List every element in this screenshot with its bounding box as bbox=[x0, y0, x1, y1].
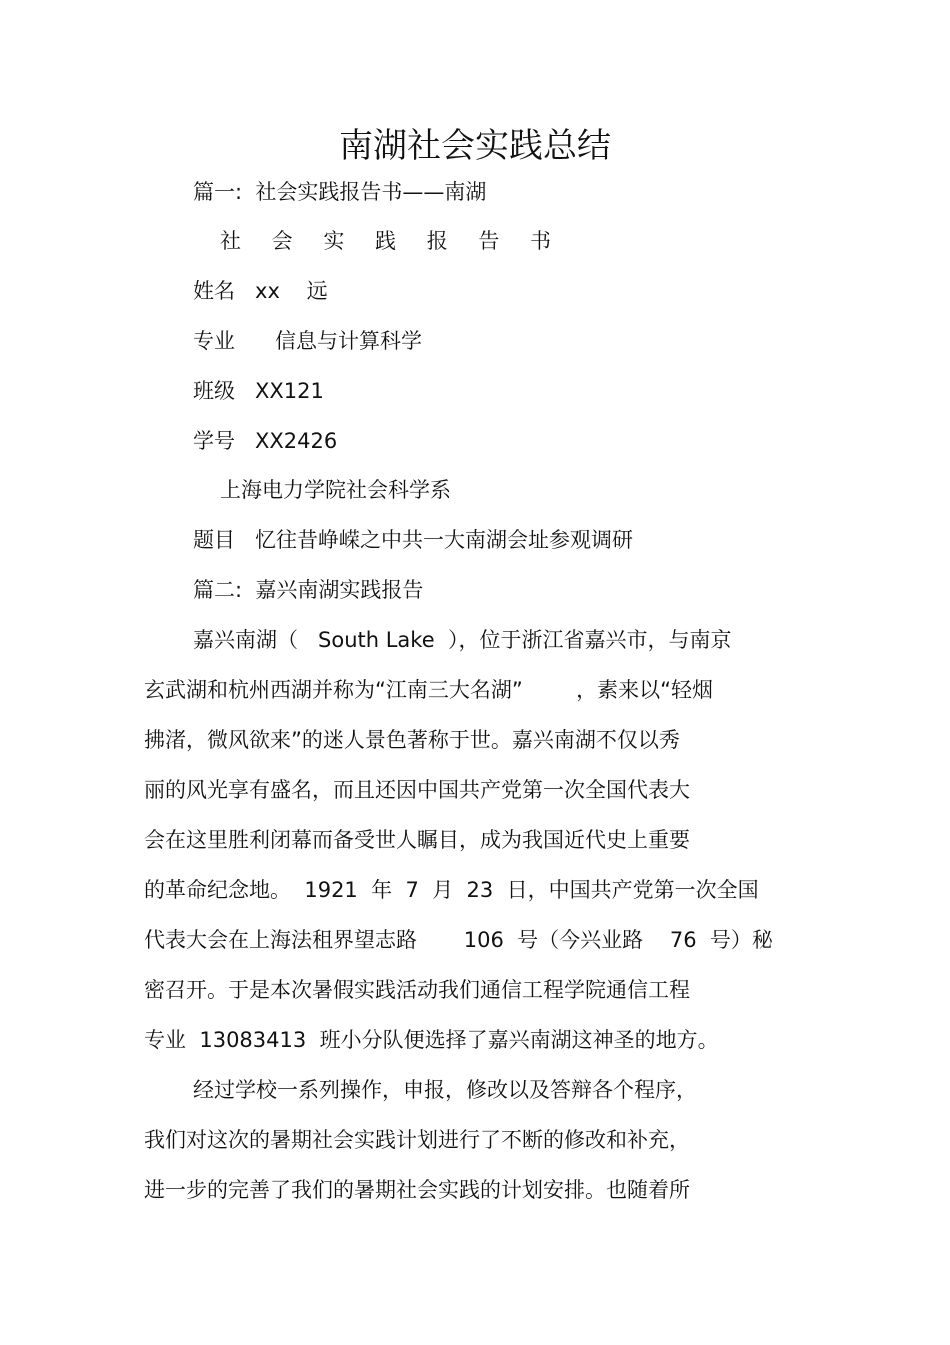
field-department: 上海电力学院社会科学系 bbox=[220, 478, 451, 502]
field-major: 专业 信息与计算科学 bbox=[193, 329, 423, 353]
section-heading-2: 篇二: 嘉兴南湖实践报告 bbox=[193, 578, 424, 602]
paragraph-line: 嘉兴南湖（ South Lake ），位于浙江省嘉兴市，与南京 bbox=[193, 628, 732, 652]
field-student-id: 学号 XX2426 bbox=[193, 429, 338, 453]
section-heading-1: 篇一: 社会实践报告书——南湖 bbox=[193, 180, 487, 204]
field-name: 姓名 xx 远 bbox=[193, 279, 328, 303]
report-subtitle: 社 会 实 践 报 告 书 bbox=[220, 229, 564, 253]
paragraph-line: 丽的风光享有盛名，而且还因中国共产党第一次全国代表大 bbox=[144, 778, 690, 802]
document-title: 南湖社会实践总结 bbox=[339, 126, 611, 166]
paragraph-line: 密召开。于是本次暑假实践活动我们通信工程学院通信工程 bbox=[144, 978, 690, 1002]
paragraph-line: 会在这里胜利闭幕而备受世人瞩目，成为我国近代史上重要 bbox=[144, 828, 690, 852]
field-topic: 题目 忆往昔峥嵘之中共一大南湖会址参观调研 bbox=[193, 528, 634, 552]
paragraph-line: 专业 13083413 班小分队便选择了嘉兴南湖这神圣的地方。 bbox=[144, 1028, 719, 1052]
paragraph-line: 的革命纪念地。 1921 年 7 月 23 日，中国共产党第一次全国 bbox=[144, 878, 759, 902]
paragraph-line: 我们对这次的暑期社会实践计划进行了不断的修改和补充， bbox=[144, 1128, 690, 1152]
paragraph-line: 玄武湖和杭州西湖并称为“江南三大名湖” ，素来以“轻烟 bbox=[144, 678, 714, 702]
paragraph-line: 拂渚，微风欲来”的迷人景色著称于世。嘉兴南湖不仅以秀 bbox=[144, 728, 680, 752]
paragraph-line: 代表大会在上海法租界望志路 106 号（今兴业路 76 号）秘 bbox=[144, 928, 773, 952]
field-class: 班级 XX121 bbox=[193, 379, 324, 403]
paragraph-line: 进一步的完善了我们的暑期社会实践的计划安排。也随着所 bbox=[144, 1178, 690, 1202]
paragraph-line: 经过学校一系列操作，申报，修改以及答辩各个程序， bbox=[193, 1078, 697, 1102]
